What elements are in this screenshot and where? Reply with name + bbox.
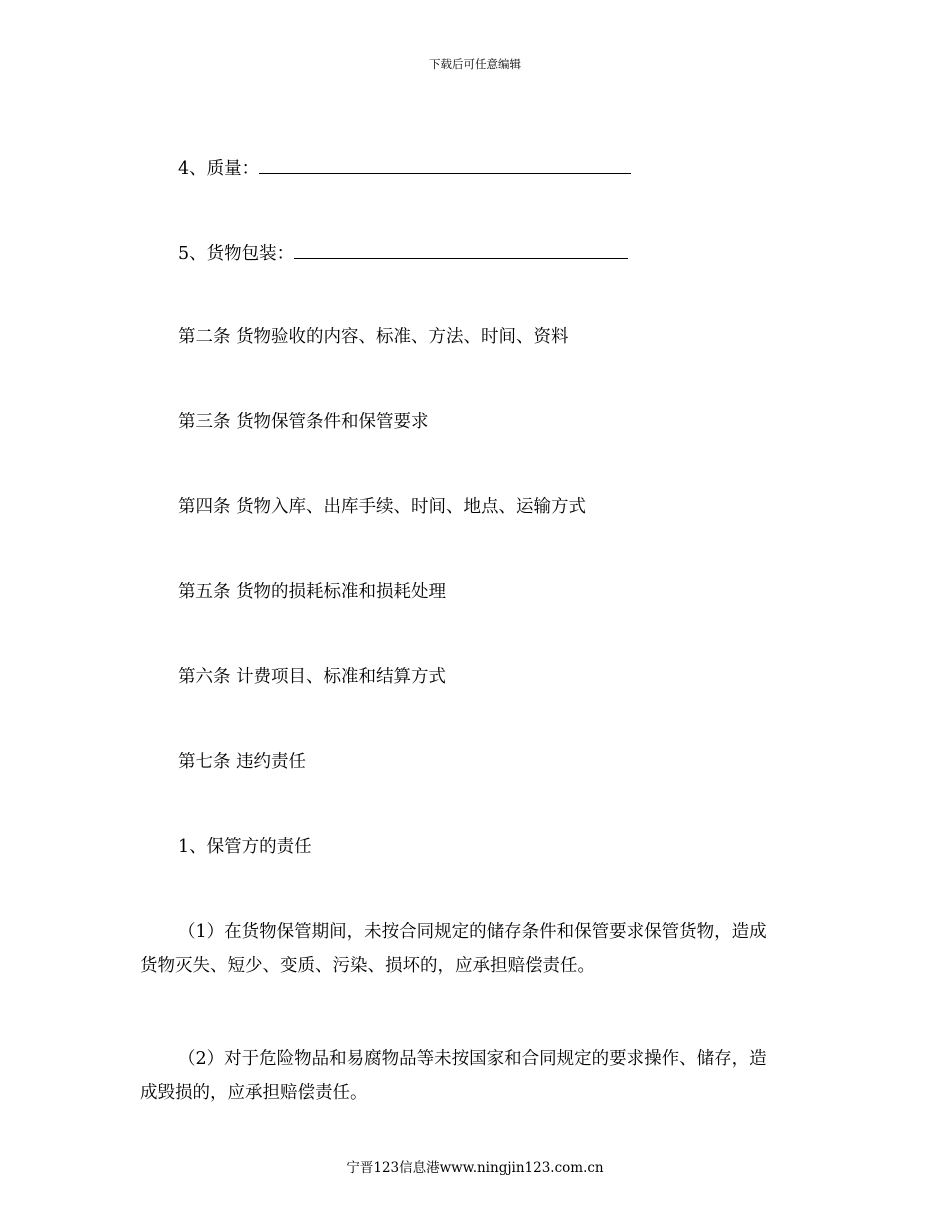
clause-1-line-2: 货物灭失、短少、变质、污染、损坏的，应承担赔偿责任。	[140, 956, 595, 976]
clause-paragraph-1	[140, 920, 804, 978]
article-2: 第二条 货物验收的内容、标准、方法、时间、资料	[178, 327, 569, 347]
clause-paragraph-2	[140, 1047, 804, 1105]
clause-2-line-2: 成毁损的，应承担赔偿责任。	[140, 1083, 368, 1103]
article-7: 第七条 违约责任	[178, 752, 307, 772]
packaging-line	[178, 240, 628, 266]
packaging-label: 5、货物包装：	[178, 244, 295, 264]
clause-1-line-1: （1）在货物保管期间，未按合同规定的储存条件和保管要求保管货物，造成	[178, 922, 767, 942]
packaging-blank[interactable]	[294, 240, 628, 259]
quality-label: 4、质量：	[178, 159, 260, 179]
article-4: 第四条 货物入库、出库手续、时间、地点、运输方式	[178, 497, 587, 517]
article-5: 第五条 货物的损耗标准和损耗处理	[178, 582, 447, 602]
clause-2-line-1: （2）对于危险物品和易腐物品等未按国家和合同规定的要求操作、储存，造	[178, 1049, 767, 1069]
article-6: 第六条 计费项目、标准和结算方式	[178, 667, 447, 687]
quality-blank[interactable]	[259, 155, 631, 174]
page-header: 下载后可任意编辑	[429, 57, 521, 71]
article-3: 第三条 货物保管条件和保管要求	[178, 412, 429, 432]
section-1-heading: 1、保管方的责任	[178, 837, 312, 857]
quality-line	[178, 155, 631, 181]
page-footer: 宁晋123信息港www.ningjin123.com.cn	[346, 1160, 604, 1176]
